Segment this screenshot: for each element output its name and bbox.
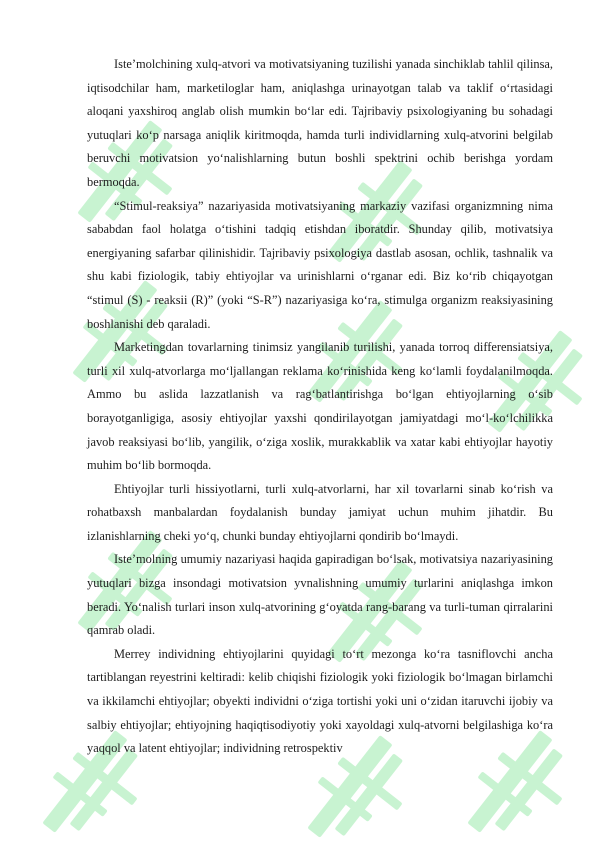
- paragraph-5: Iste’molning umumiy nazariyasi haqida gapiradigan bo‘lsak, motivatsiya nazariyasining yutuqlari bizga insondagi motivatsion yvnalishning umumiy turlarini aniqlashga imkon beradi. Yo‘nalish turlari inson xulq-atvorining g‘oyatda rang-barang va turli-tuman qirralarini qamrab oladi.: [87, 552, 553, 638]
- paragraph-4: Ehtiyojlar turli hissiyotlarni, turli xulq-atvorlarni, har xil tovarlarni sinab ko‘rish va rohatbaxsh manbalardan foydalanish bunday jamiyat uchun muhim jihatdir. Bu izlanishlarning cheki yo‘q, chunki bunday ehtiyojlarni qondirib bo‘lmaydi.: [87, 481, 553, 543]
- paragraph-6: Merrey individning ehtiyojlarini quyidagi to‘rt mezonga ko‘ra tasniflovchi ancha tartiblangan reyestrini keltiradi: kelib chiqishi fiziologik yoki fiziologik bo‘lmagan birlamchi va ikkilamchi ehtiyojlar; obyekti individni o‘ziga tortishi yoki uni o‘zidan itaruvchi ijobiy va salbiy ehtiyojlar; ehtiyojning haqiqtisodiyotiy yoki xayoldagi xulq-atvorni belgilashiga ko‘ra yaqqol va latent ehtiyojlar; individning retrospektiv: [87, 646, 553, 756]
- document-body: [87, 53, 553, 761]
- paragraph-2: “Stimul-reaksiya” nazariyasida motivatsiyaning markaziy vazifasi organizmning nima sababdan faol holatga o‘tishini tadqiq etishdan iboratdir. Shunday qilib, motivatsiya energiyaning safarbar qilinishidir. Tajribaviy psixologiya dastlab asosan, ochlik, tashnalik va shu kabi fiziologik, tabiy ehtiyojlar va urinishlarni o‘rganar edi. Biz ko‘rib chiqayotgan “stimul (S) - reaksii (R)” (yoki “S-R”) nazariyasiga ko‘ra, stimulga organizm reaksiyasining boshlanishi deb qaraladi.: [87, 198, 553, 331]
- paragraph-1: Iste’molchining xulq-atvori va motivatsiyaning tuzilishi yanada sinchiklab tahlil qilinsa, iqtisodchilar ham, marketiloglar ham, aniqlashga urinayotgan talab va taklif o‘rtasidagi aloqani yaxshiroq anglab olish mumkin bo‘lar edi. Tajribaviy psixologiyaning bu sohadagi yutuqlari ko‘p narsaga aniqlik kiritmoqda, hamda turli individlarning xulq-atvorini belgilab beruvchi motivatsion yo‘nalishlarning butun boshli spektrini ochib berishga yordam bermoqda.: [87, 57, 553, 189]
- paragraph-3: Marketingdan tovarlarning tinimsiz yangilanib turilishi, yanada torroq differensiatsiya, turli xil xulq-atvorlarga mo‘ljallangan reklama ko‘rinishida keng ko‘lamli foydalanilmoqda. Ammo bu aslida lazzatlanish va rag‘batlantirishga bo‘lgan ehtiyojlarning o‘sib borayotganligiga, asosiy ehtiyojlar yaxshi qondirilayotgan jamiyatdagi mo‘l-ko‘lchilikka javob reaksiyasi bo‘lib, yangilik, o‘ziga xoslik, murakkablik va xatar kabi ehtiyojlar hayotiy muhim bo‘lib bormoqda.: [87, 340, 553, 473]
